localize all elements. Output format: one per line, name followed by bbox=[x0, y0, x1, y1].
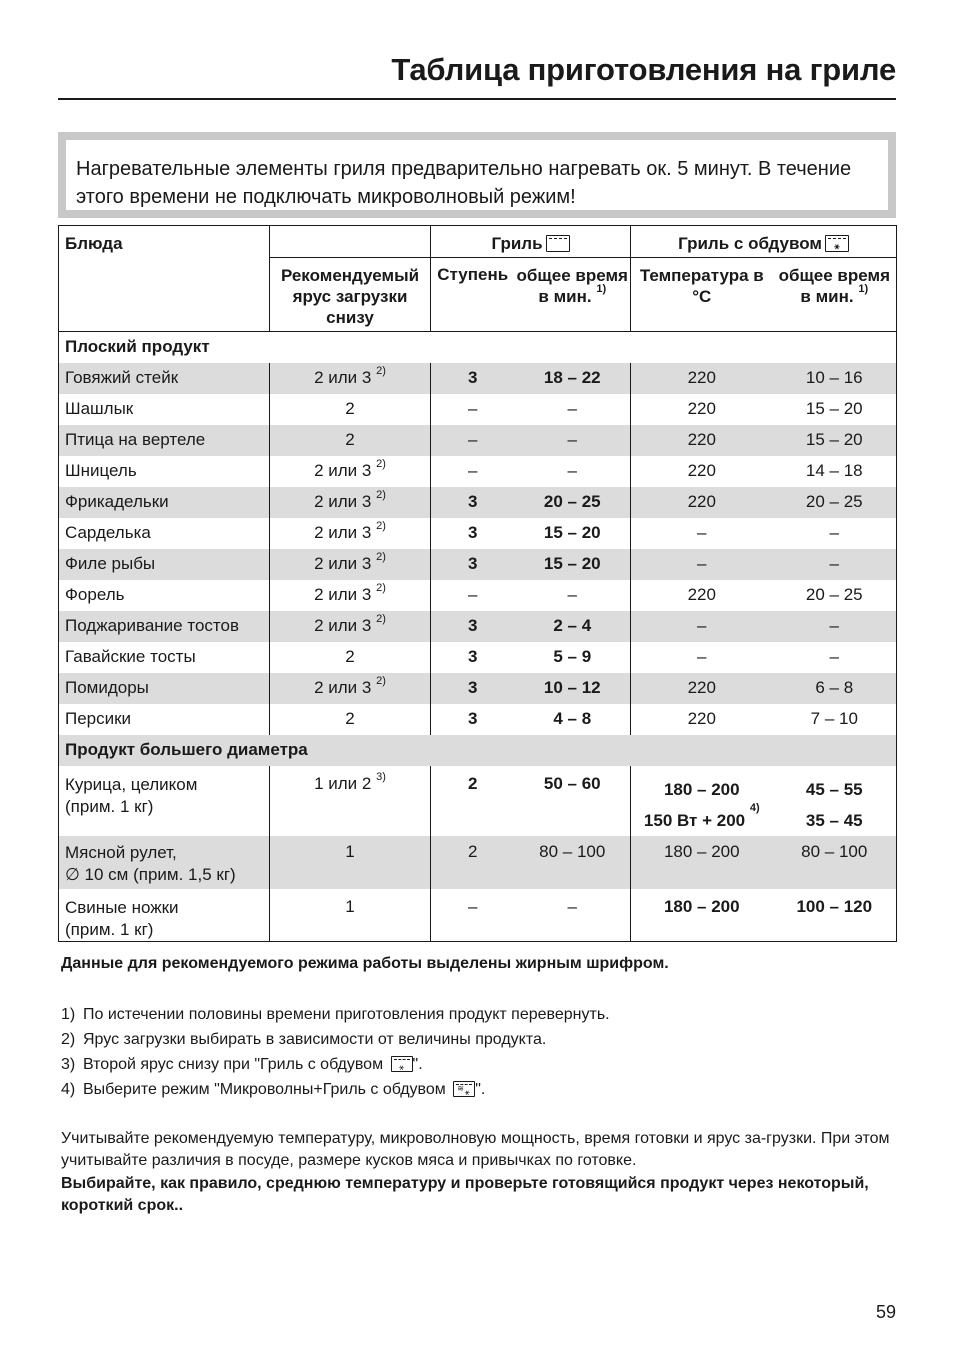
fan-time: 7 – 10 bbox=[773, 704, 897, 735]
page-title: Таблица приготовления на гриле bbox=[391, 52, 896, 87]
fan-temp: 220 bbox=[687, 709, 716, 728]
fan-temp: – bbox=[697, 616, 707, 635]
grill-table bbox=[58, 225, 897, 942]
section-large: Продукт большего диаметра bbox=[59, 735, 897, 766]
fan-time: – bbox=[773, 642, 897, 673]
section-row bbox=[59, 735, 897, 766]
grill-time: 4 – 8 bbox=[515, 704, 631, 735]
header-dish: Блюда bbox=[59, 226, 270, 332]
fan-temp: 220 bbox=[687, 678, 716, 697]
header-grill: Гриль bbox=[431, 226, 631, 258]
shelf: 2 bbox=[270, 425, 431, 456]
fan-temp: 220 bbox=[687, 492, 716, 511]
fan-time: – bbox=[773, 549, 897, 580]
microwave-fan-grill-icon: ≋ ⚹ bbox=[453, 1081, 475, 1097]
fan-time: 6 – 8 bbox=[773, 673, 897, 704]
shelf: 2 или 3 $^{2)}$ bbox=[270, 363, 431, 394]
table-row bbox=[59, 580, 897, 611]
fan-time: 14 – 18 bbox=[773, 456, 897, 487]
grill-step: – bbox=[468, 461, 478, 480]
section-row bbox=[59, 332, 897, 363]
shelf: 2 или 3 $^{2)}$ bbox=[270, 456, 431, 487]
dish-name: Фрикадельки bbox=[59, 487, 270, 518]
grill-time: – bbox=[515, 580, 631, 611]
warning-box bbox=[58, 132, 896, 218]
shelf: 2 или 3 $^{2)}$ bbox=[270, 673, 431, 704]
fan-temp: 220 bbox=[687, 585, 716, 604]
grill-time: 2 – 4 bbox=[515, 611, 631, 642]
fan-grill-icon: ⚹ bbox=[391, 1056, 413, 1072]
table-row bbox=[59, 487, 897, 518]
table-row bbox=[59, 425, 897, 456]
grill-step: 3 bbox=[468, 616, 478, 635]
table-row bbox=[59, 549, 897, 580]
footnotes bbox=[61, 1002, 610, 1102]
section-flat: Плоский продукт bbox=[59, 332, 897, 363]
footnote: 4) Выберите режим "Микроволны+Гриль с обдувом ≋ ⚹ ". bbox=[61, 1081, 486, 1098]
grill-step: 3 bbox=[468, 368, 478, 387]
warning-text: Нагревательные элементы гриля предварительно нагревать ок. 5 минут. В течение этого времени не подключать микроволновый режим! bbox=[66, 140, 888, 210]
title-rule bbox=[58, 98, 896, 100]
dish-name: Шашлык bbox=[59, 394, 270, 425]
footnote: 3) Второй ярус снизу при "Гриль с обдувом ⚹ ". bbox=[61, 1056, 423, 1073]
fan-time: 15 – 20 bbox=[773, 394, 897, 425]
page-number: 59 bbox=[875, 1302, 896, 1322]
fan-temp: – bbox=[697, 554, 707, 573]
footnote: 2) Ярус загрузки выбирать в зависимости от величины продукта. bbox=[61, 1031, 547, 1048]
dish-name: Филе рыбы bbox=[59, 549, 270, 580]
dish-name: Персики bbox=[59, 704, 270, 735]
dish-name: Шницель bbox=[59, 456, 270, 487]
dish-name: Гавайские тосты bbox=[59, 642, 270, 673]
grill-time: 15 – 20 bbox=[515, 518, 631, 549]
grill-step: 3 bbox=[468, 678, 478, 697]
grill-time: 5 – 9 bbox=[515, 642, 631, 673]
bold-note: Данные для рекомендуемого режима работы выделены жирным шрифром. bbox=[61, 955, 669, 972]
shelf: 2 bbox=[270, 704, 431, 735]
shelf: 2 или 3 $^{2)}$ bbox=[270, 518, 431, 549]
table-row: Свиные ножки (прим. 1 кг) 1 – – 180 – 200 100 – 120 bbox=[59, 889, 897, 942]
grill-time: 10 – 12 bbox=[515, 673, 631, 704]
grill-step: – bbox=[468, 585, 478, 604]
shelf: 2 bbox=[270, 642, 431, 673]
header-time: общее время в мин. $^{1)}$ bbox=[515, 258, 631, 332]
grill-time: – bbox=[515, 394, 631, 425]
grill-step: 3 bbox=[468, 523, 478, 542]
grill-icon bbox=[546, 235, 570, 252]
header-time2: общее время в мин. $^{1)}$ bbox=[773, 258, 897, 332]
shelf: 2 или 3 $^{2)}$ bbox=[270, 611, 431, 642]
grill-step: 3 bbox=[468, 647, 478, 666]
fan-temp: 220 bbox=[687, 399, 716, 418]
shelf: 2 или 3 $^{2)}$ bbox=[270, 580, 431, 611]
table-row bbox=[59, 363, 897, 394]
grill-time: – bbox=[515, 425, 631, 456]
shelf: 2 или 3 $^{2)}$ bbox=[270, 487, 431, 518]
header-shelf: Рекомендуемый ярус загрузки снизу bbox=[270, 258, 431, 332]
fan-time: 10 – 16 bbox=[773, 363, 897, 394]
dish-name: Помидоры bbox=[59, 673, 270, 704]
fan-time: – bbox=[773, 611, 897, 642]
header-fan-grill: Гриль с обдувом ⚹ bbox=[631, 226, 897, 258]
header-temp: Температура в °C bbox=[631, 258, 773, 332]
table-row bbox=[59, 642, 897, 673]
footnote: 1) По истечении половины времени приготовления продукт перевернуть. bbox=[61, 1006, 610, 1023]
fan-temp: – bbox=[697, 647, 707, 666]
table-row bbox=[59, 704, 897, 735]
table-row bbox=[59, 394, 897, 425]
fan-temp: 220 bbox=[687, 430, 716, 449]
dish-name: Птица на вертеле bbox=[59, 425, 270, 456]
fan-temp: 220 bbox=[687, 368, 716, 387]
grill-time: 20 – 25 bbox=[515, 487, 631, 518]
dish-name: Форель bbox=[59, 580, 270, 611]
table-row bbox=[59, 673, 897, 704]
header-empty bbox=[270, 226, 431, 258]
advice-bold-text: Выбирайте, как правило, среднюю температуру и проверьте готовящийся продукт через некоторый, короткий срок.. bbox=[61, 1175, 869, 1214]
dish-name: Говяжий стейк bbox=[59, 363, 270, 394]
grill-step: – bbox=[468, 430, 478, 449]
shelf: 2 bbox=[270, 394, 431, 425]
fan-time: – bbox=[773, 518, 897, 549]
shelf: 2 или 3 $^{2)}$ bbox=[270, 549, 431, 580]
grill-time: – bbox=[515, 456, 631, 487]
header-step: Ступень bbox=[431, 258, 515, 332]
table-row bbox=[59, 518, 897, 549]
grill-step: 3 bbox=[468, 492, 478, 511]
fan-grill-icon: ⚹ bbox=[825, 235, 849, 252]
table-row: Курица, целиком (прим. 1 кг) 1 или 2 $^{3)}$ 2 50 – 60 180 – 200 150 Вт + 200 $^{4)}$ 45 – 55 35 – 45 bbox=[59, 766, 897, 836]
table-row bbox=[59, 611, 897, 642]
advice-text: Учитывайте рекомендуемую температуру, микроволновую мощность, время готовки и ярус за-грузки. При этом учитывайте различия в посуде, размере кусков мяса и привычках по готовке. bbox=[61, 1130, 890, 1169]
fan-temp: 220 bbox=[687, 461, 716, 480]
fan-time: 20 – 25 bbox=[773, 580, 897, 611]
fan-temp: – bbox=[697, 523, 707, 542]
grill-step: 3 bbox=[468, 554, 478, 573]
table-row bbox=[59, 456, 897, 487]
dish-name: Сарделька bbox=[59, 518, 270, 549]
grill-step: – bbox=[468, 399, 478, 418]
fan-time: 15 – 20 bbox=[773, 425, 897, 456]
grill-step: 3 bbox=[468, 709, 478, 728]
grill-time: 15 – 20 bbox=[515, 549, 631, 580]
grill-time: 18 – 22 bbox=[515, 363, 631, 394]
fan-time: 20 – 25 bbox=[773, 487, 897, 518]
table-row: Мясной рулет, ∅ 10 см (прим. 1,5 кг) 1 2 80 – 100 180 – 200 80 – 100 bbox=[59, 836, 897, 889]
dish-name: Поджаривание тостов bbox=[59, 611, 270, 642]
